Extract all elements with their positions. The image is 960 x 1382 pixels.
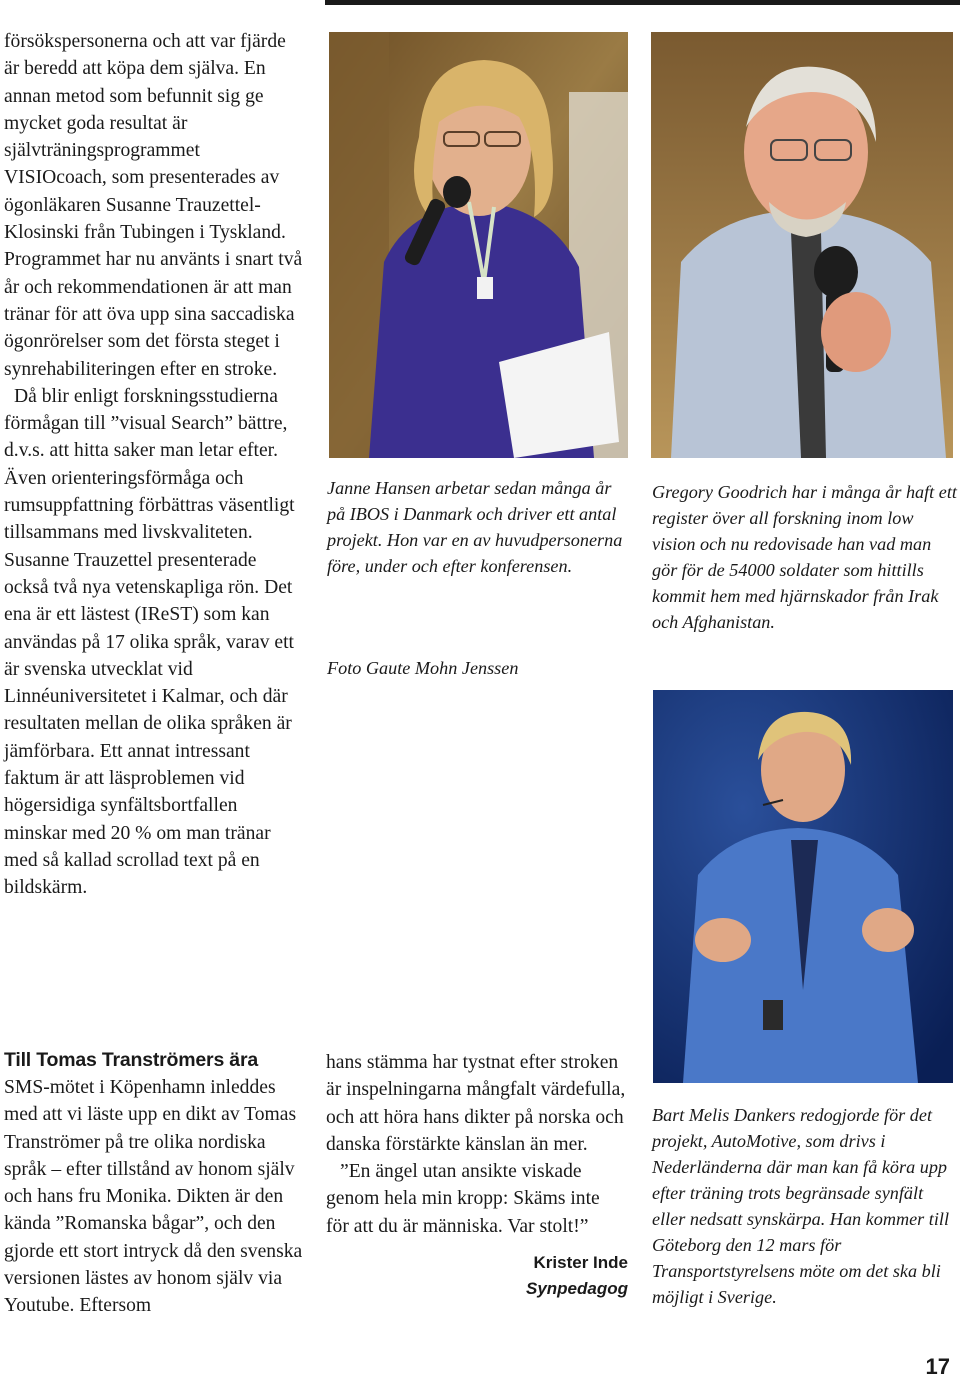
page-number: 17 bbox=[925, 1354, 950, 1379]
caption-janne-hansen: Janne Hansen arbetar sedan många år på IBOS i Danmark och driver ett antal projekt. Hon var en av huvudpersonerna före, under och efter konferensen. bbox=[327, 478, 623, 576]
top-rule bbox=[325, 0, 960, 5]
article-column-2 bbox=[326, 1049, 626, 1302]
photo-gregory-goodrich bbox=[651, 32, 953, 458]
author-role: Synpedagog bbox=[525, 1279, 628, 1299]
article-paragraph: hans stämma har tystnat efter stroken är inspelningarna mångfalt värdefulla, och att höra hans dikter på norska och danska förstärkte känslan än mer. bbox=[326, 1052, 626, 1155]
article-paragraph: försökspersonerna och att var fjärde är beredd att köpa dem själva. En annan metod som befunnit sig ge mycket goda resultat är självträningsprogrammet VISIOcoach, som presenterades av ögonläkaren Susanne Trauzettel-Klosinski från Tubingen i Tyskland. Programmet har nu använts i snart två år och rekommendationen är att man tränar för att öva upp sina saccadiska ögonrörelser som det första steget i synrehabiliteringen efter en stroke. bbox=[4, 31, 303, 380]
caption-gregory-goodrich: Gregory Goodrich har i många år haft ett register över all forskning inom low vision och nu redovisade han vad man gör för de 54000 soldater som hittills kommit hem med hjärnskador från Irak och Afghanistan. bbox=[652, 482, 957, 632]
article-column-1 bbox=[4, 28, 304, 902]
caption-bart-melis-dankers: Bart Melis Dankers redogjorde för det projekt, AutoMotive, som drivs i Nederländerna där man kan få köra upp efter träning trots begränsade synfält eller nedsatt synskärpa. Han kommer till Göteborg den 12 mars för Transportstyrelsens möte om det ska bli möjligt i Sverige. bbox=[652, 1105, 950, 1307]
photo-credit: Foto Gaute Mohn Jenssen bbox=[327, 658, 519, 678]
article-paragraph: Då blir enligt forskningsstudierna förmågan till ”visual Search” bättre, d.v.s. att hitta saker man letar efter. Även orienteringsförmåga och rumsuppfattning förbättras väsentligt tillsammans med livskvaliteten. Susanne Trauzettel presenterade också två nya vetenskapliga rön. Det ena är ett lästest (IReST) som kan användas på 17 olika språk, varav ett är svenska utvecklat vid Linnéuniversitetet i Kalmar, och där resultaten mellan de olika språken är jämförbara. Ett annat intressant faktum är att läsproblemen vid högersidiga synfältsbortfallen minskar med 20 % om man tränar med så kallad scrollad text på en bildskärm. bbox=[4, 385, 295, 899]
photo-janne-hansen bbox=[329, 32, 628, 458]
poem-quote: ”En ängel utan ansikte viskade genom hela min kropp: Skäms inte för att du är människa. Var stolt!” bbox=[326, 1161, 600, 1237]
section-heading: Till Tomas Tranströmers ära bbox=[4, 1049, 258, 1071]
section-paragraph: SMS-mötet i Köpenhamn inleddes med att vi läste upp en dikt av Tomas Tranströmer på tre olika nordiska språk – efter tillstånd av honom själv och hans fru Monika. Dikten är den kända ”Romanska bågar”, och den gjorde ett stort intryck då den svenska versionen lästes av honom själv via Youtube. Eftersom bbox=[4, 1077, 303, 1317]
author-name: Krister Inde bbox=[533, 1253, 628, 1273]
photo-bart-melis-dankers bbox=[653, 690, 953, 1083]
byline bbox=[326, 1250, 628, 1302]
section-tranströmer bbox=[4, 1047, 304, 1320]
